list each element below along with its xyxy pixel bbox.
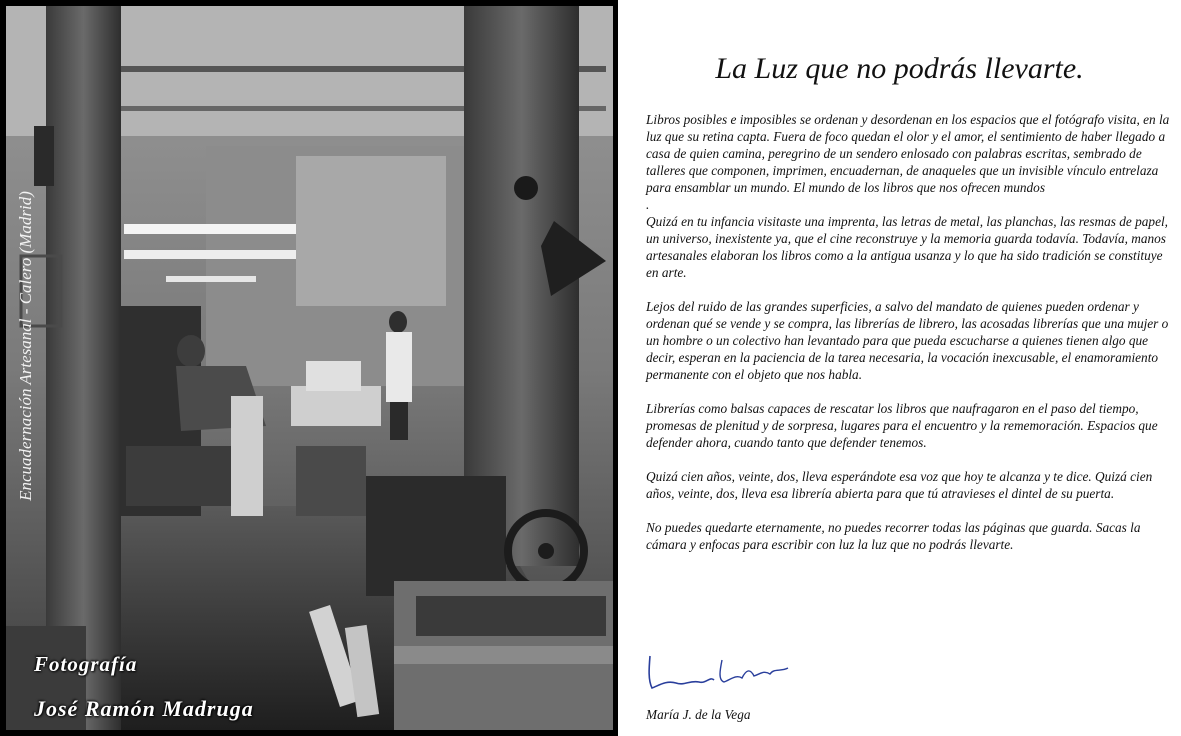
paragraph-separator: . xyxy=(646,197,650,212)
paragraph: Quizá en tu infancia visitaste una imprenta, las letras de metal, las planchas, las resmas de papel, un universo, inexistente ya, que el cine reconstruye y la memoria guarda todavía. Todavía, manos artesanales elaboran los libros como a la antigua usanza y lo que ha sido tradición se constituye en arte. xyxy=(646,214,1168,280)
paragraph: Librerías como balsas capaces de rescatar los libros que naufragaron en el paso del tiempo, promesas de plenitud y de sorpresa, lugares para el encuentro y la rememoración. Espacios que defender ahora, cuando tanto que defender tenemos. xyxy=(646,401,1158,450)
paragraph: No puedes quedarte eternamente, no puedes recorrer todas las páginas que guarda. Sacas la cámara y enfocas para escribir con luz la luz que no podrás llevarte. xyxy=(646,520,1141,552)
paragraph: Quizá cien años, veinte, dos, lleva esperándote esa voz que hoy te alcanza y te dice. Quizá cien años, veinte, dos, lleva esa librería abierta para que tú atravieses el dintel de su puerta. xyxy=(646,469,1153,501)
article-body xyxy=(646,111,1171,570)
author-name: María J. de la Vega xyxy=(646,707,751,722)
paragraph: Libros posibles e imposibles se ordenan y desordenan en los espacios que el fotógrafo visita, en la luz que su retina capta. Fuera de foco quedan el olor y el amor, el sentimiento de haber llegado a casa de quien camina, peregrino de un sendero enlosado con palabras escritas, sembrado de talleres que componen, imprimen, encuadernan, de anaqueles que un invisible vínculo entrelaza para ensamblar un mundo. El mundo de los libros que nos ofrecen mundos xyxy=(646,112,1170,195)
workshop-photo-illustration xyxy=(6,6,613,730)
paragraph: Lejos del ruido de las grandes superficies, a salvo del mandato de quienes pueden ordenar y ordenan qué se vende y se compra, las librerías de librero, las acosadas librerías que una mujer o un hombre o un colectivo han levantado para que pueda escucharse a quienes tienen algo que decir, esperan en la paciencia de la tarea necesaria, la vocación inexcusable, el enamoramiento permanente con el objeto que nos habla. xyxy=(646,299,1169,382)
text-panel xyxy=(618,0,1181,736)
page-title: La Luz que no podrás llevarte. xyxy=(715,52,1084,85)
photo-credit-label: Fotografía xyxy=(34,652,138,676)
workshop-photo xyxy=(6,6,613,730)
handwritten-signature xyxy=(644,650,804,694)
photographer-name: José Ramón Madruga xyxy=(34,696,254,721)
vertical-photo-caption: Encuadernación Artesanal - Calero (Madrid) xyxy=(16,191,35,501)
